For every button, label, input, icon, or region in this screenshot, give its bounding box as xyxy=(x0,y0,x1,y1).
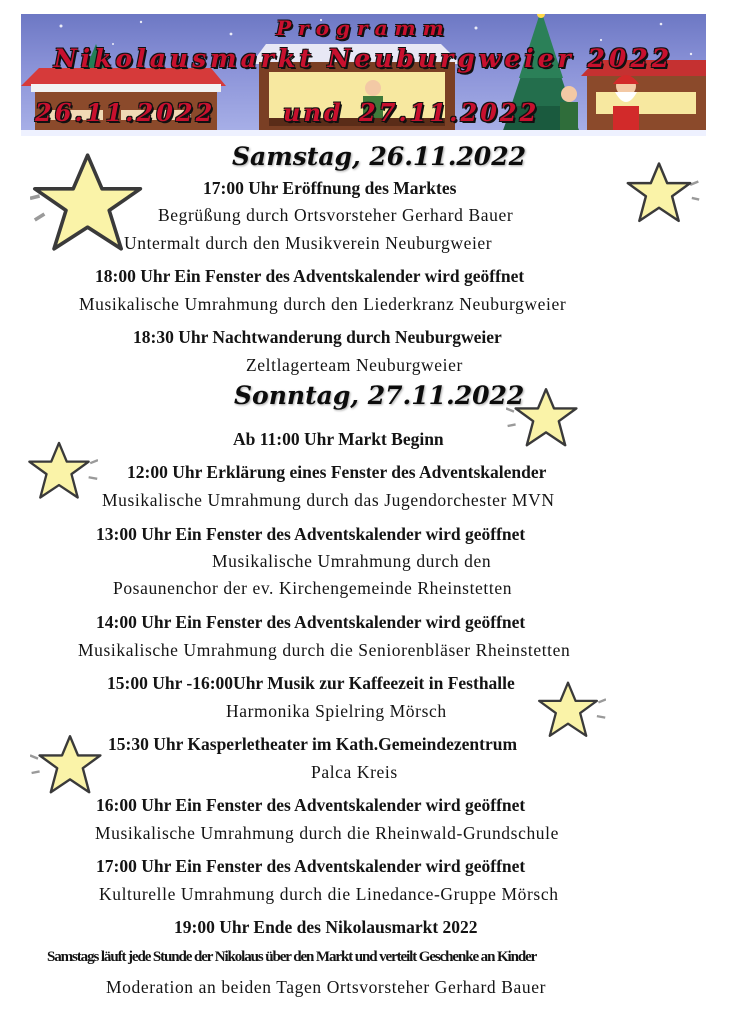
banner-date-connector: und xyxy=(283,98,344,127)
sunday-heading: Sonntag, 27.11.2022 xyxy=(234,381,525,410)
event-description: Musikalische Umrahmung durch das Jugendorchester MVN xyxy=(102,490,555,510)
moderation-text: Moderation an beiden Tagen Ortsvorsteher Gerhard Bauer xyxy=(106,977,547,997)
saturday-heading: Samstag, 26.11.2022 xyxy=(232,142,526,171)
event-title: 18:30 Uhr Nachtwanderung durch Neuburgweier xyxy=(133,327,502,347)
event-title: 15:00 Uhr -16:00Uhr Musik zur Kaffeezeit in Festhalle xyxy=(107,673,515,693)
santa-note: Samstags läuft jede Stunde der Nikolaus über den Markt und verteilt Geschenke an Kinder xyxy=(47,949,537,965)
event-title: 17:00 Uhr Eröffnung des Marktes xyxy=(203,178,457,198)
event-title: Ab 11:00 Uhr Markt Beginn xyxy=(233,429,444,449)
banner-date-end: 27.11.2022 xyxy=(359,98,540,127)
event-title: 15:30 Uhr Kasperletheater im Kath.Gemeindezentrum xyxy=(108,734,518,754)
event-title: 13:00 Uhr Ein Fenster des Adventskalender wird geöffnet xyxy=(96,524,526,544)
event-description: Zeltlagerteam Neuburgweier xyxy=(246,355,463,375)
event-description: Musikalische Umrahmung durch den xyxy=(212,551,492,571)
event-title: 18:00 Uhr Ein Fenster des Adventskalender wird geöffnet xyxy=(95,266,525,286)
event-title: 14:00 Uhr Ein Fenster des Adventskalender wird geöffnet xyxy=(96,612,526,632)
banner-subtitle: Nikolausmarkt Neuburgweier 2022 xyxy=(53,44,674,73)
header-banner xyxy=(21,14,706,136)
event-description: Palca Kreis xyxy=(311,762,398,782)
event-description: Untermalt durch den Musikverein Neuburgweier xyxy=(124,233,493,253)
star-icon xyxy=(618,160,700,226)
star-icon xyxy=(30,730,110,800)
event-description: Musikalische Umrahmung durch den Liederkranz Neuburgweier xyxy=(79,294,567,314)
star-icon xyxy=(20,438,98,504)
banner-date-start: 26.11.2022 xyxy=(35,98,216,127)
event-description: Harmonika Spielring Mörsch xyxy=(226,701,447,721)
event-description: Kulturelle Umrahmung durch die Linedance-Gruppe Mörsch xyxy=(99,884,559,904)
event-title: 19:00 Uhr Ende des Nikolausmarkt 2022 xyxy=(174,917,478,937)
event-title: 16:00 Uhr Ein Fenster des Adventskalender wird geöffnet xyxy=(96,795,526,815)
banner-title: Programm xyxy=(276,16,451,40)
event-title: 17:00 Uhr Ein Fenster des Adventskalender wird geöffnet xyxy=(96,856,526,876)
event-description: Begrüßung durch Ortsvorsteher Gerhard Bauer xyxy=(158,205,514,225)
event-description: Musikalische Umrahmung durch die Rheinwald-Grundschule xyxy=(95,823,559,843)
event-description: Posaunenchor der ev. Kirchengemeinde Rheinstetten xyxy=(113,578,513,598)
event-title: 12:00 Uhr Erklärung eines Fenster des Adventskalender xyxy=(127,462,547,482)
event-description: Musikalische Umrahmung durch die Seniorenbläser Rheinstetten xyxy=(78,640,571,660)
star-icon xyxy=(530,678,606,742)
